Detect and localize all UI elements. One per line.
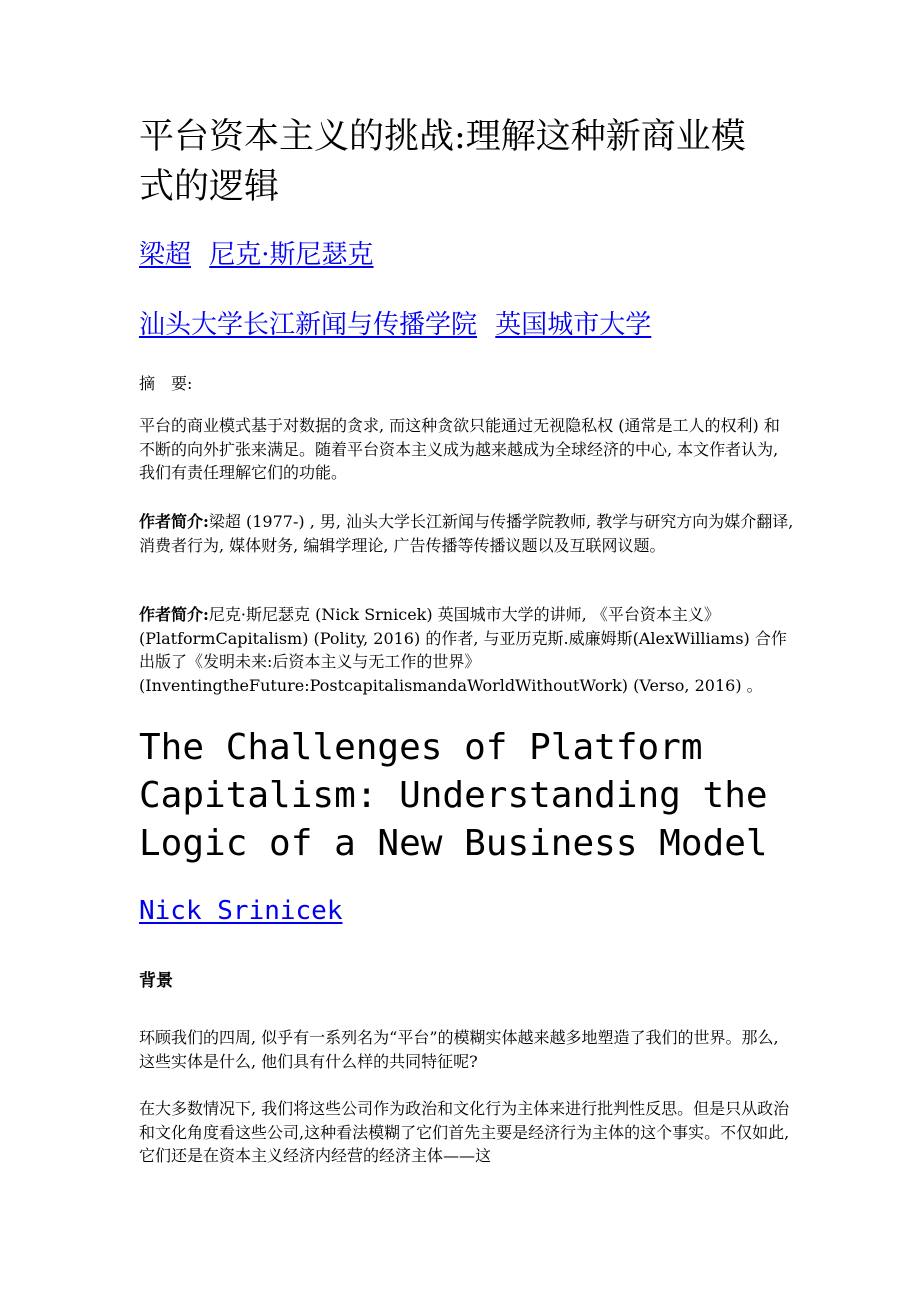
affiliation-link-city-university[interactable]: 英国城市大学 bbox=[495, 310, 652, 340]
bio-text: 尼克·斯尼瑟克 (Nick Srnicek) 英国城市大学的讲师, 《平台资本主义》 (PlatformCapitalism) (Polity, 2016) 的作者, 与亚历克斯.威廉姆斯(AlexWilliams) 合作出版了《发明未来:后资本主义与无工作的世界》(InventingtheFuture:PostcapitalismandaWorldWithoutWork) (Verso, 2016) 。 bbox=[139, 605, 787, 695]
author-link-nick-srnicek[interactable]: 尼克·斯尼瑟克 bbox=[209, 240, 374, 270]
bio-label: 作者简介: bbox=[139, 512, 209, 531]
abstract-label: 摘 要: bbox=[139, 374, 193, 393]
body-paragraph: 环顾我们的四周, 似乎有一系列名为“平台”的模糊实体越来越多地塑造了我们的世界。那么, 这些实体是什么, 他们具有什么样的共同特征呢? bbox=[139, 1028, 779, 1071]
bio-text: 梁超 (1977-) , 男, 汕头大学长江新闻与传播学院教师, 教学与研究方向为媒介翻译, 消费者行为, 媒体财务, 编辑学理论, 广告传播等传播议题以及互联网议题。 bbox=[139, 512, 794, 555]
chinese-authors bbox=[139, 238, 384, 272]
author-link-liang-chao[interactable]: 梁超 bbox=[139, 240, 192, 270]
bio-label: 作者简介: bbox=[139, 605, 209, 624]
chinese-affiliations bbox=[139, 308, 661, 342]
english-title: The Challenges of Platform Capitalism: Understanding the Logic of a New Business Model bbox=[139, 727, 768, 864]
affiliation-link-shantou-university[interactable]: 汕头大学长江新闻与传播学院 bbox=[139, 310, 478, 340]
english-author bbox=[139, 894, 343, 928]
body-paragraph: 在大多数情况下, 我们将这些公司作为政治和文化行为主体来进行批判性反思。但是只从政治和文化角度看这些公司,这种看法模糊了它们首先主要是经济行为主体的这个事实。不仅如此, 它们还是在资本主义经济内经营的经济主体——这 bbox=[139, 1099, 790, 1165]
section-heading-background: 背景 bbox=[139, 971, 173, 991]
abstract-text: 平台的商业模式基于对数据的贪求, 而这种贪欲只能通过无视隐私权 (通常是工人的权利) 和不断的向外扩张来满足。随着平台资本主义成为越来越成为全球经济的中心, 本文作者认为, 我们有责任理解它们的功能。 bbox=[139, 416, 780, 482]
author-bio-liang-chao bbox=[139, 510, 794, 557]
chinese-title: 平台资本主义的挑战:理解这种新商业模式的逻辑 bbox=[139, 117, 746, 207]
author-link-english[interactable]: Nick Srinicek bbox=[139, 896, 343, 926]
author-bio-nick-srnicek bbox=[139, 603, 794, 697]
